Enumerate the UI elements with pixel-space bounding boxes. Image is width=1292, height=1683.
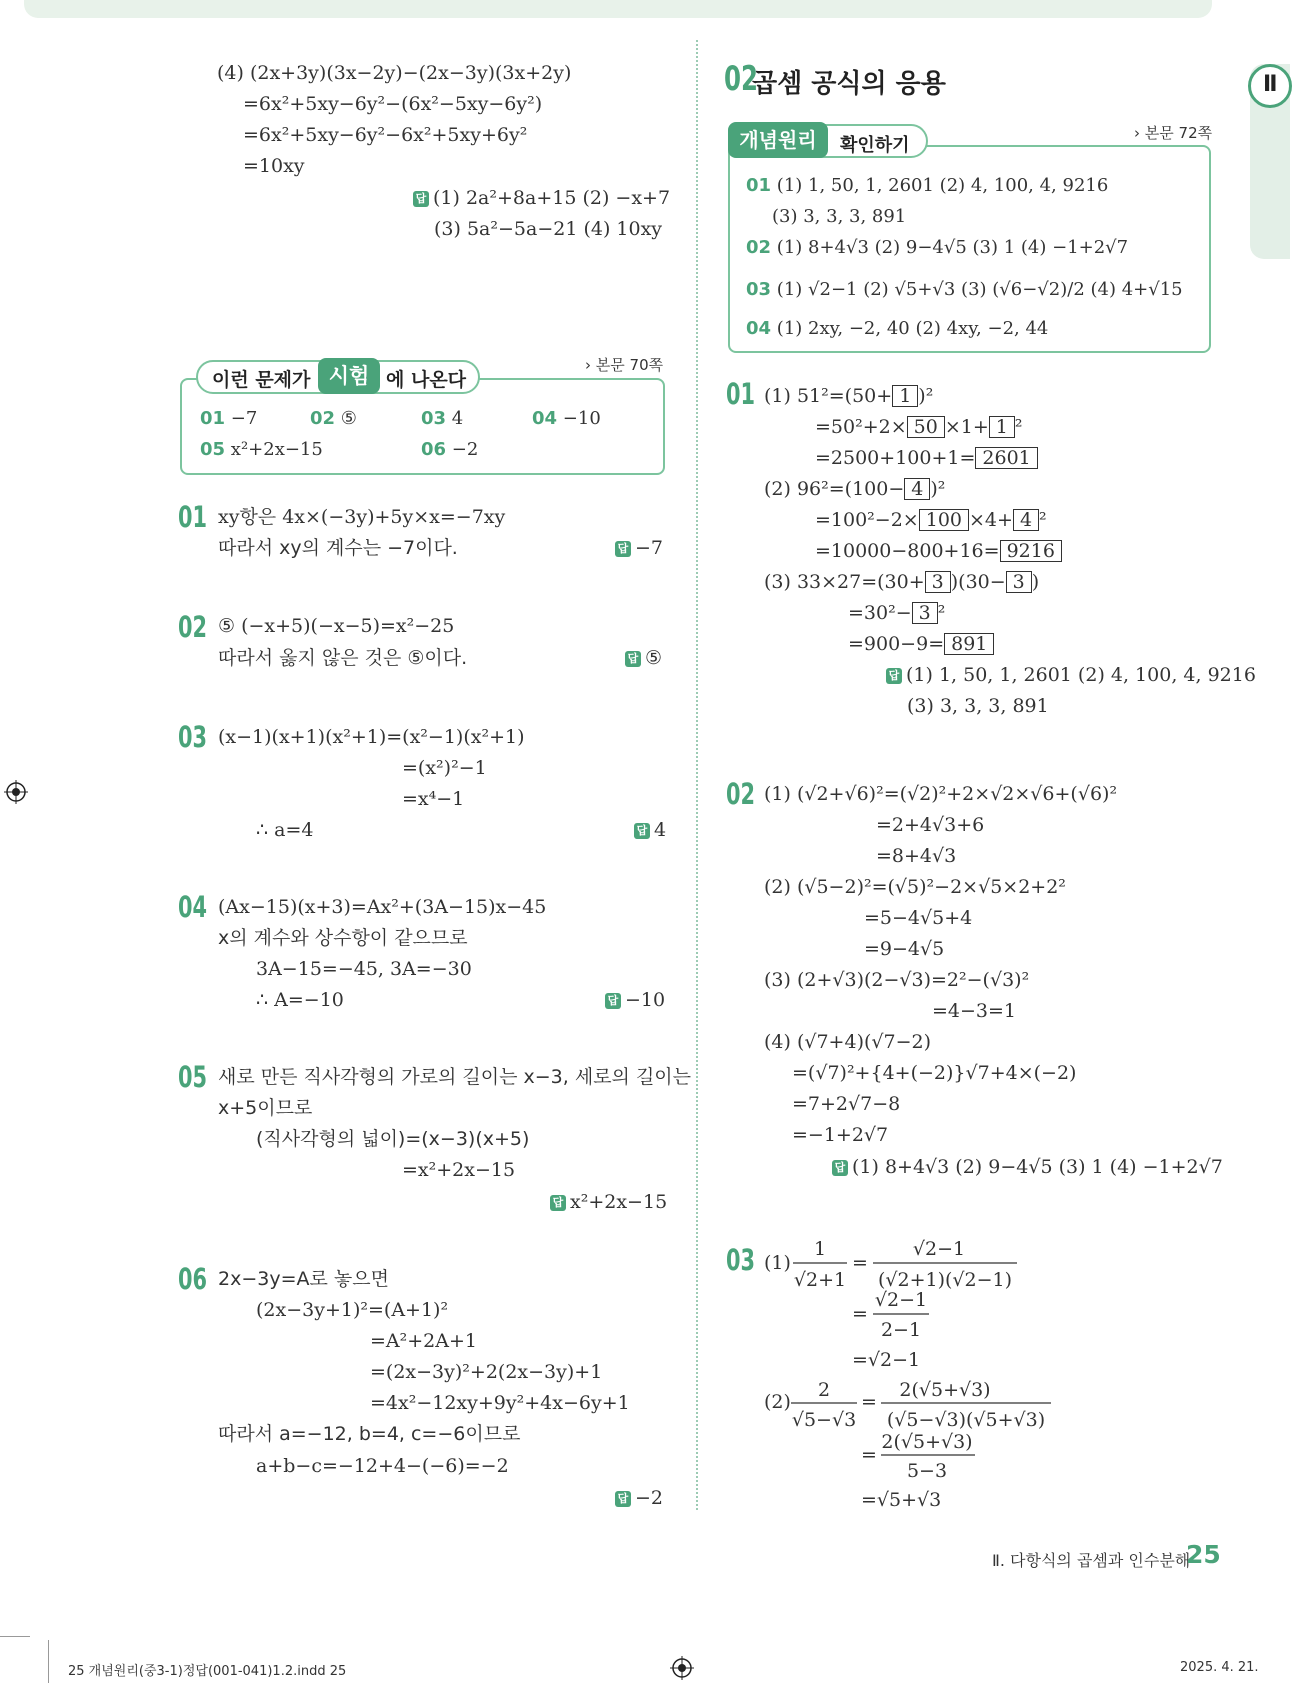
r-q02-line-11: =7+2√7−8 — [792, 1093, 901, 1115]
r-q03-number: 03 — [726, 1243, 756, 1277]
r-q01-line-7: (3) 33×27=(30+ 3 )(30− 3 ) — [764, 571, 1040, 593]
r-q01-answer-1: 답 (1) 1, 50, 1, 2601 (2) 4, 100, 4, 9216 — [886, 666, 1256, 685]
answer-badge: 답 — [886, 668, 902, 684]
answer-badge: 답 — [413, 191, 429, 207]
registration-mark-icon — [670, 1656, 694, 1680]
blank-box: 1 — [892, 385, 918, 407]
concept-line-03: 03 (1) √2−1 (2) √5+√3 (3) (√6−√2)/2 (4) 4+√15 — [746, 279, 1183, 300]
answer-badge: 답 — [615, 541, 631, 557]
q01-answer: 답 −7 — [615, 539, 663, 558]
q04-number: 04 — [178, 890, 208, 924]
g2-den: (√5−√3)(√5+√3) — [886, 1409, 1046, 1431]
q05-line-4: =x²+2x−15 — [402, 1159, 516, 1181]
q04-line-3: 3A−15=−45, 3A=−30 — [256, 958, 472, 980]
exam-item-04: 04 −10 — [532, 408, 601, 429]
r-q01-line-8: =30²− 3 ² — [848, 602, 946, 624]
r-q01-line-1: (1) 51²=(50+ 1 )² — [764, 385, 934, 407]
r-q03-p1-label: (1) — [764, 1252, 791, 1274]
exam-box-ref: › 본문 70쪽 — [585, 356, 664, 374]
r1: =√2−1 — [852, 1349, 921, 1371]
f2-num: √2−1 — [912, 1238, 966, 1260]
q06-answer: 답 −2 — [615, 1489, 663, 1508]
svg-text:=: = — [861, 1444, 877, 1466]
exam-box-title-pre: 이런 문제가 — [212, 369, 311, 391]
print-date: 2025. 4. 21. — [1180, 1660, 1259, 1675]
r-q02-line-3: =8+4√3 — [876, 845, 957, 867]
file-info: 25 개념원리(중3-1)정답(001-041)1.2.indd 25 — [68, 1664, 347, 1679]
q02-number: 02 — [178, 610, 208, 644]
exam-item-06: 06 −2 — [421, 439, 479, 460]
r-q01-line-2: =50²+2× 50 ×1+ 1 ² — [815, 416, 1023, 438]
exam-item-03: 03 4 — [421, 408, 464, 429]
p4-answer-1: 답 (1) 2a²+8a+15 (2) −x+7 — [413, 189, 670, 208]
exam-box-title-highlight: 시험 — [318, 358, 380, 394]
f1-den: √2+1 — [793, 1269, 847, 1291]
q01-number: 01 — [178, 500, 208, 534]
q06-line-5: =4x²−12xy+9y²+4x−6y+1 — [370, 1392, 630, 1414]
q05-line-2: x+5이므로 — [218, 1097, 313, 1119]
chapter-tab-label: Ⅱ — [1263, 72, 1278, 97]
r-q02-line-12: =−1+2√7 — [792, 1124, 889, 1146]
concept-box-title-post: 확인하기 — [840, 135, 910, 156]
q06-line-1: 2x−3y=A로 놓으면 — [218, 1268, 389, 1290]
r-q02-line-9: (4) (√7+4)(√7−2) — [764, 1031, 932, 1053]
answer-badge: 답 — [634, 823, 650, 839]
r-q01-line-9: =900−9= 891 — [848, 633, 994, 655]
svg-text:=: = — [852, 1252, 868, 1274]
r2: =√5+√3 — [861, 1489, 942, 1511]
g3-num: 2(√5+√3) — [881, 1431, 973, 1453]
q05-answer: 답 x²+2x−15 — [550, 1193, 667, 1212]
q04-answer: 답 −10 — [605, 991, 665, 1010]
q03-answer: 답 4 — [634, 821, 666, 840]
r-q01-line-4: (2) 96²=(100− 4 )² — [764, 478, 946, 500]
q03-number: 03 — [178, 720, 208, 754]
svg-text:=: = — [861, 1391, 877, 1413]
r-q01-line-6: =10000−800+16= 9216 — [815, 540, 1062, 562]
blank-box: 3 — [1006, 571, 1032, 593]
exam-box-title-post: 에 나온다 — [386, 369, 467, 391]
f2-den: (√2+1)(√2−1) — [877, 1269, 1013, 1291]
g1-den: √5−√3 — [791, 1409, 857, 1431]
p4-line-1: (4) (2x+3y)(3x−2y)−(2x−3y)(3x+2y) — [217, 62, 572, 84]
registration-mark-icon — [4, 780, 28, 804]
blank-box: 1 — [989, 416, 1015, 438]
concept-box-title-highlight: 개념원리 — [728, 122, 828, 158]
r-q02-line-8: =4−3=1 — [932, 1000, 1017, 1022]
blank-box: 891 — [944, 633, 994, 655]
q06-line-3: =A²+2A+1 — [370, 1330, 477, 1352]
q01-line-2: 따라서 xy의 계수는 −7이다. — [218, 537, 458, 559]
q06-line-4: =(2x−3y)²+2(2x−3y)+1 — [370, 1361, 603, 1383]
concept-line-04: 04 (1) 2xy, −2, 40 (2) 4xy, −2, 44 — [746, 318, 1049, 339]
concept-line-02: 02 (1) 8+4√3 (2) 9−4√5 (3) 1 (4) −1+2√7 — [746, 237, 1129, 258]
q02-line-1: ⑤ (−x+5)(−x−5)=x²−25 — [218, 615, 455, 637]
p4-answer-2: (3) 5a²−5a−21 (4) 10xy — [434, 218, 663, 240]
blank-box: 9216 — [1000, 540, 1062, 562]
q03-line-2: =(x²)²−1 — [402, 757, 487, 779]
r-q01-line-5: =100²−2× 100 ×4+ 4 ² — [815, 509, 1047, 531]
q03-line-3: =x⁴−1 — [402, 788, 465, 810]
f3-den: 2−1 — [880, 1319, 922, 1341]
g2-num: 2(√5+√3) — [899, 1379, 991, 1401]
r-q03-fractions — [755, 1236, 1215, 1516]
section-number: 02 — [724, 59, 759, 99]
r-q02-line-2: =2+4√3+6 — [876, 814, 985, 836]
q02-answer: 답 ⑤ — [625, 649, 662, 668]
blank-box: 4 — [904, 478, 930, 500]
f3-num: √2−1 — [874, 1289, 928, 1311]
q05-line-1: 새로 만든 직사각형의 가로의 길이는 x−3, 세로의 길이는 — [218, 1066, 692, 1088]
concept-line-01: 01 (1) 1, 50, 1, 2601 (2) 4, 100, 4, 9216 — [746, 175, 1109, 196]
exam-item-02: 02 ⑤ — [310, 408, 357, 429]
q06-number: 06 — [178, 1262, 208, 1296]
r-q02-line-10: =(√7)²+{4+(−2)}√7+4×(−2) — [792, 1062, 1077, 1084]
answer-badge: 답 — [605, 993, 621, 1009]
r-q01-number: 01 — [726, 377, 756, 411]
exam-item-01: 01 −7 — [200, 408, 258, 429]
column-divider — [696, 40, 698, 1510]
blank-box: 4 — [1013, 509, 1039, 531]
r-q02-line-5: =5−4√5+4 — [864, 907, 973, 929]
g1-num: 2 — [817, 1379, 831, 1401]
p4-line-2: =6x²+5xy−6y²−(6x²−5xy−6y²) — [243, 93, 543, 115]
q06-line-6: 따라서 a=−12, b=4, c=−6이므로 — [218, 1423, 521, 1445]
exam-item-05: 05 x²+2x−15 — [200, 439, 323, 460]
r-q01-line-3: =2500+100+1= 2601 — [815, 447, 1038, 469]
answer-badge: 답 — [550, 1195, 566, 1211]
q01-line-1: xy항은 4x×(−3y)+5y×x=−7xy — [218, 506, 506, 528]
blank-box: 50 — [907, 416, 945, 438]
answer-badge: 답 — [832, 1160, 848, 1176]
concept-box-ref: › 본문 72쪽 — [1134, 124, 1213, 142]
q03-line-1: (x−1)(x+1)(x²+1)=(x²−1)(x²+1) — [218, 726, 525, 748]
g3-den: 5−3 — [906, 1460, 948, 1482]
r-q02-line-6: =9−4√5 — [864, 938, 945, 960]
r-q03-p2-label: (2) — [764, 1391, 791, 1413]
answer-badge: 답 — [625, 651, 641, 667]
q03-line-4: ∴ a=4 — [256, 819, 314, 841]
r-q02-line-4: (2) (√5−2)²=(√5)²−2×√5×2+2² — [764, 876, 1066, 898]
crop-mark — [48, 1640, 49, 1683]
blank-box: 3 — [912, 602, 938, 624]
q04-line-1: (Ax−15)(x+3)=Ax²+(3A−15)x−45 — [218, 896, 547, 918]
page-number: 25 — [1186, 1540, 1221, 1569]
blank-box: 100 — [919, 509, 969, 531]
chapter-footer: Ⅱ. 다항식의 곱셈과 인수분해 — [992, 1551, 1191, 1570]
blank-box: 3 — [925, 571, 951, 593]
concept-line-01b: (3) 3, 3, 3, 891 — [772, 206, 907, 227]
top-color-bar — [24, 0, 1212, 18]
section-title: 곱셈 공식의 응용 — [752, 69, 946, 99]
q05-number: 05 — [178, 1060, 208, 1094]
q04-line-4: ∴ A=−10 — [256, 989, 344, 1011]
r-q02-number: 02 — [726, 777, 756, 811]
crop-mark — [0, 1636, 30, 1637]
r-q02-line-1: (1) (√2+√6)²=(√2)²+2×√2×√6+(√6)² — [764, 783, 1118, 805]
r-q01-answer-2: (3) 3, 3, 3, 891 — [907, 695, 1049, 717]
r-q02-answer: 답 (1) 8+4√3 (2) 9−4√5 (3) 1 (4) −1+2√7 — [832, 1158, 1223, 1177]
q05-line-3: (직사각형의 넓이)=(x−3)(x+5) — [256, 1128, 530, 1150]
p4-line-3: =6x²+5xy−6y²−6x²+5xy+6y² — [243, 124, 528, 146]
answer-badge: 답 — [615, 1491, 631, 1507]
q02-line-2: 따라서 옳지 않은 것은 ⑤이다. — [218, 647, 468, 669]
p4-line-4: =10xy — [243, 155, 305, 177]
blank-box: 2601 — [975, 447, 1037, 469]
f1-num: 1 — [813, 1238, 827, 1260]
q04-line-2: x의 계수와 상수항이 같으므로 — [218, 927, 468, 949]
r-q02-line-7: (3) (2+√3)(2−√3)=2²−(√3)² — [764, 969, 1030, 991]
q06-line-2: (2x−3y+1)²=(A+1)² — [256, 1299, 449, 1321]
q06-line-7: a+b−c=−12+4−(−6)=−2 — [256, 1455, 509, 1477]
svg-text:=: = — [852, 1303, 868, 1325]
